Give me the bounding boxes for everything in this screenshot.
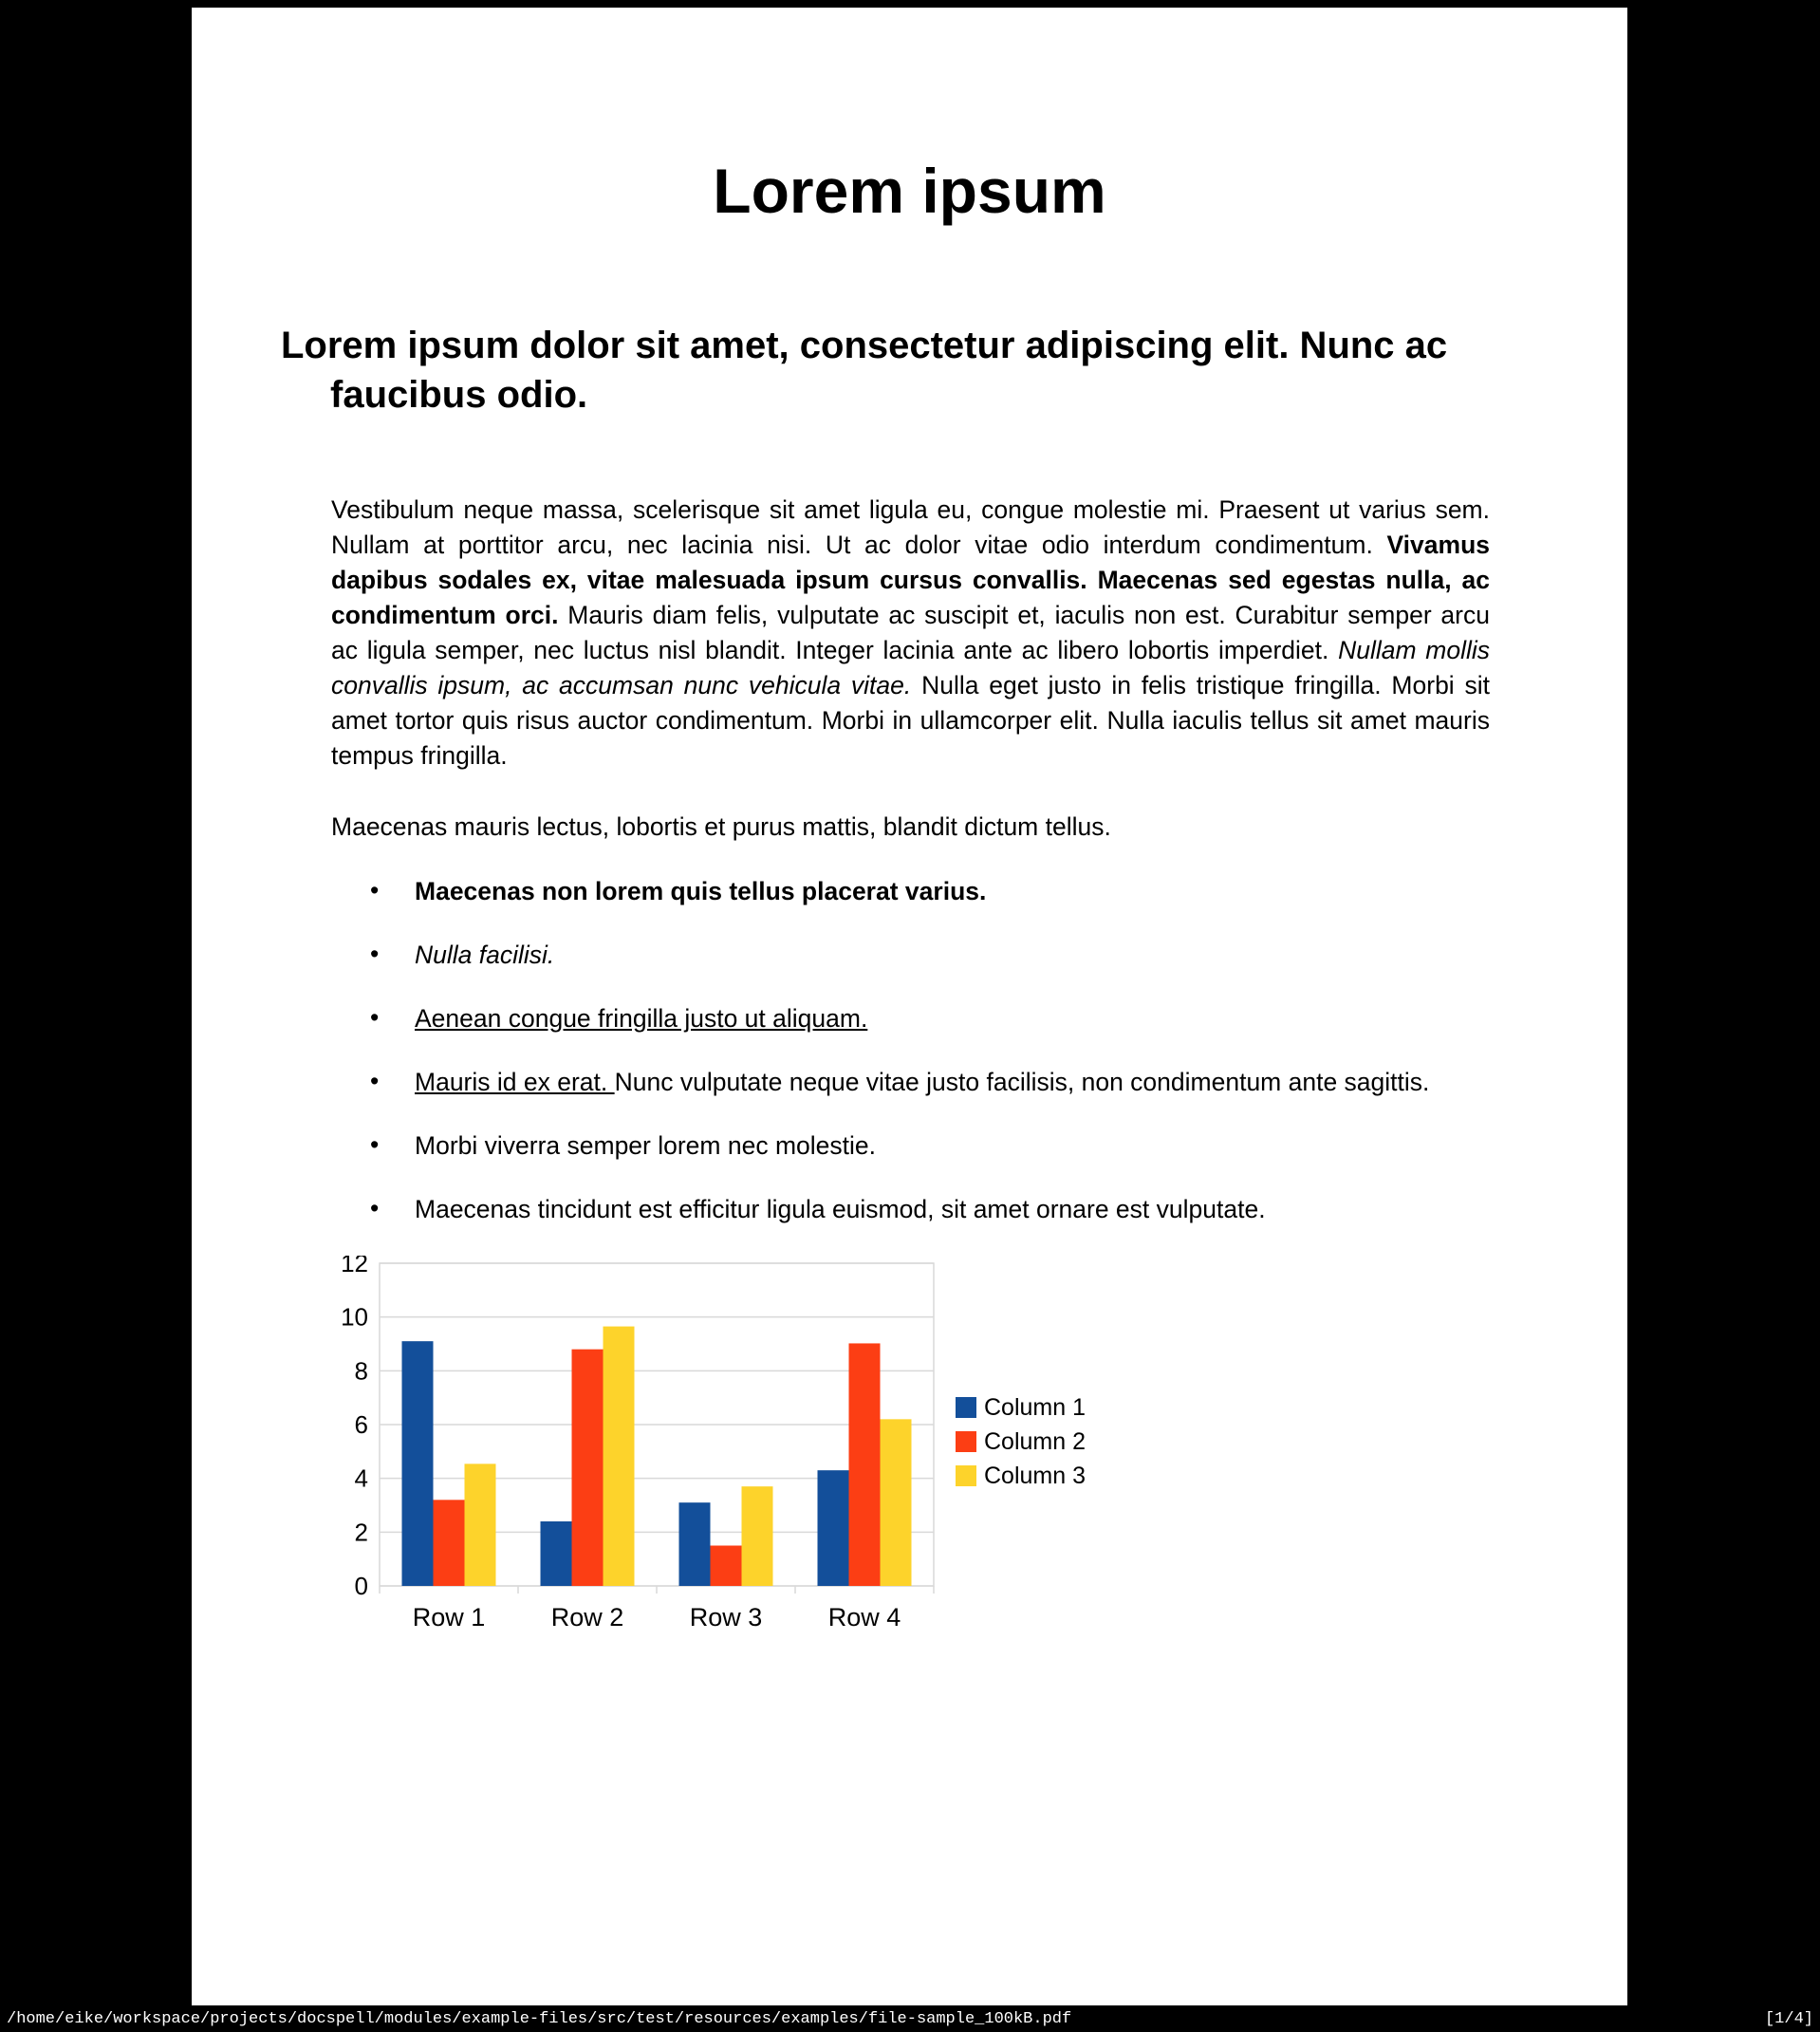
text-segment: Mauris diam felis, vulputate ac suscipit et, iaculis non est. Curabitur semper arcu ac ligula semper, nec luctus nisl blandit. Integer lacinia ante ac libero lobortis imperdiet. xyxy=(331,601,1490,664)
bar-column-2-row-4 xyxy=(849,1343,881,1586)
text-segment: Vivamus dapibus sodales ex, vitae malesuada ipsum cursus convallis. Maecenas sed egestas nulla, ac condimentum orci. xyxy=(331,531,1490,629)
text-segment: Nulla eget justo in felis tristique fringilla. Morbi sit amet tortor quis risus auctor condimentum. Morbi in ullamcorper elit. Nulla iaculis tellus sit amet mauris tempus fringilla. xyxy=(331,671,1490,770)
text-segment: Mauris id ex erat. xyxy=(415,1068,615,1096)
legend-swatch xyxy=(956,1431,976,1452)
y-axis-tick-label: 4 xyxy=(354,1463,368,1493)
legend-swatch xyxy=(956,1465,976,1486)
bullet-item xyxy=(370,1065,1490,1100)
text-segment: Nullam mollis convallis ipsum, ac accumsan nunc vehicula vitae. xyxy=(331,636,1490,699)
bar-column-3-row-3 xyxy=(742,1486,773,1586)
bullet-list xyxy=(370,874,1490,1227)
y-axis-tick-label: 10 xyxy=(341,1302,368,1332)
legend-swatch xyxy=(956,1397,976,1418)
file-path: /home/eike/workspace/projects/docspell/modules/example-files/src/test/resources/examples/file-sample_100kB.pdf xyxy=(7,2009,1072,2028)
bullet-item xyxy=(370,1192,1490,1227)
y-axis-tick-label: 8 xyxy=(354,1356,368,1386)
page-indicator: [1/4] xyxy=(1764,2009,1813,2028)
y-axis-tick-label: 2 xyxy=(354,1518,368,1547)
bullet-marker-icon: • xyxy=(370,876,380,904)
bar-column-1-row-3 xyxy=(679,1502,711,1586)
bullet-marker-icon: • xyxy=(370,1130,380,1159)
bullet-marker-icon: • xyxy=(370,1194,380,1222)
bar-column-2-row-3 xyxy=(711,1546,742,1587)
bullet-marker-icon: • xyxy=(370,940,380,968)
y-axis-tick-label: 12 xyxy=(341,1256,368,1277)
text-segment: Morbi viverra semper lorem nec molestie. xyxy=(415,1131,876,1160)
status-bar xyxy=(0,2005,1820,2032)
paragraph-2: Maecenas mauris lectus, lobortis et purus mattis, blandit dictum tellus. xyxy=(331,812,1111,841)
legend-label: Column 3 xyxy=(984,1463,1086,1489)
y-axis-tick-label: 0 xyxy=(354,1572,368,1600)
bar-chart-container xyxy=(334,1256,1103,1651)
bar-column-1-row-2 xyxy=(541,1521,572,1586)
legend-label: Column 2 xyxy=(984,1428,1086,1455)
bullet-item xyxy=(370,1128,1490,1164)
bullet-marker-icon: • xyxy=(370,1003,380,1032)
bar-column-1-row-1 xyxy=(402,1341,434,1586)
text-segment: Maecenas non lorem quis tellus placerat varius. xyxy=(415,877,987,905)
bullet-item xyxy=(370,874,1490,909)
text-segment: Vestibulum neque massa, scelerisque sit amet ligula eu, congue molestie mi. Praesent ut varius sem. Nullam at porttitor arcu, nec lacinia nisi. Ut ac dolor vitae odio interdum condimentum. xyxy=(331,495,1490,559)
text-segment: Aenean congue fringilla justo ut aliquam. xyxy=(415,1004,868,1033)
bullet-item xyxy=(370,1001,1490,1036)
bullet-marker-icon: • xyxy=(370,1067,380,1095)
x-axis-category-label: Row 3 xyxy=(689,1603,763,1631)
y-axis-tick-label: 6 xyxy=(354,1410,368,1439)
document-page[interactable] xyxy=(192,8,1627,2005)
bullet-item xyxy=(370,938,1490,973)
x-axis-category-label: Row 4 xyxy=(827,1603,901,1631)
bar-column-3-row-4 xyxy=(881,1419,912,1586)
text-segment: Maecenas tincidunt est efficitur ligula euismod, sit amet ornare est vulputate. xyxy=(415,1195,1266,1223)
legend-label: Column 1 xyxy=(984,1394,1086,1421)
x-axis-category-label: Row 1 xyxy=(412,1603,486,1631)
section-heading: Lorem ipsum dolor sit amet, consectetur adipiscing elit. Nunc ac faucibus odio. xyxy=(281,325,1448,416)
bar-column-2-row-1 xyxy=(434,1500,465,1586)
text-segment: Nulla facilisi. xyxy=(415,941,555,969)
bar-column-2-row-2 xyxy=(572,1350,604,1586)
text-segment: Nunc vulputate neque vitae justo facilisis, non condimentum ante sagittis. xyxy=(614,1068,1430,1096)
bar-chart xyxy=(334,1256,1103,1647)
bar-column-1-row-4 xyxy=(818,1470,849,1586)
paragraph-1 xyxy=(331,493,1490,774)
bar-column-3-row-2 xyxy=(604,1327,635,1586)
document-title: Lorem ipsum xyxy=(713,156,1106,226)
bar-column-3-row-1 xyxy=(465,1463,496,1586)
x-axis-category-label: Row 2 xyxy=(550,1603,624,1631)
